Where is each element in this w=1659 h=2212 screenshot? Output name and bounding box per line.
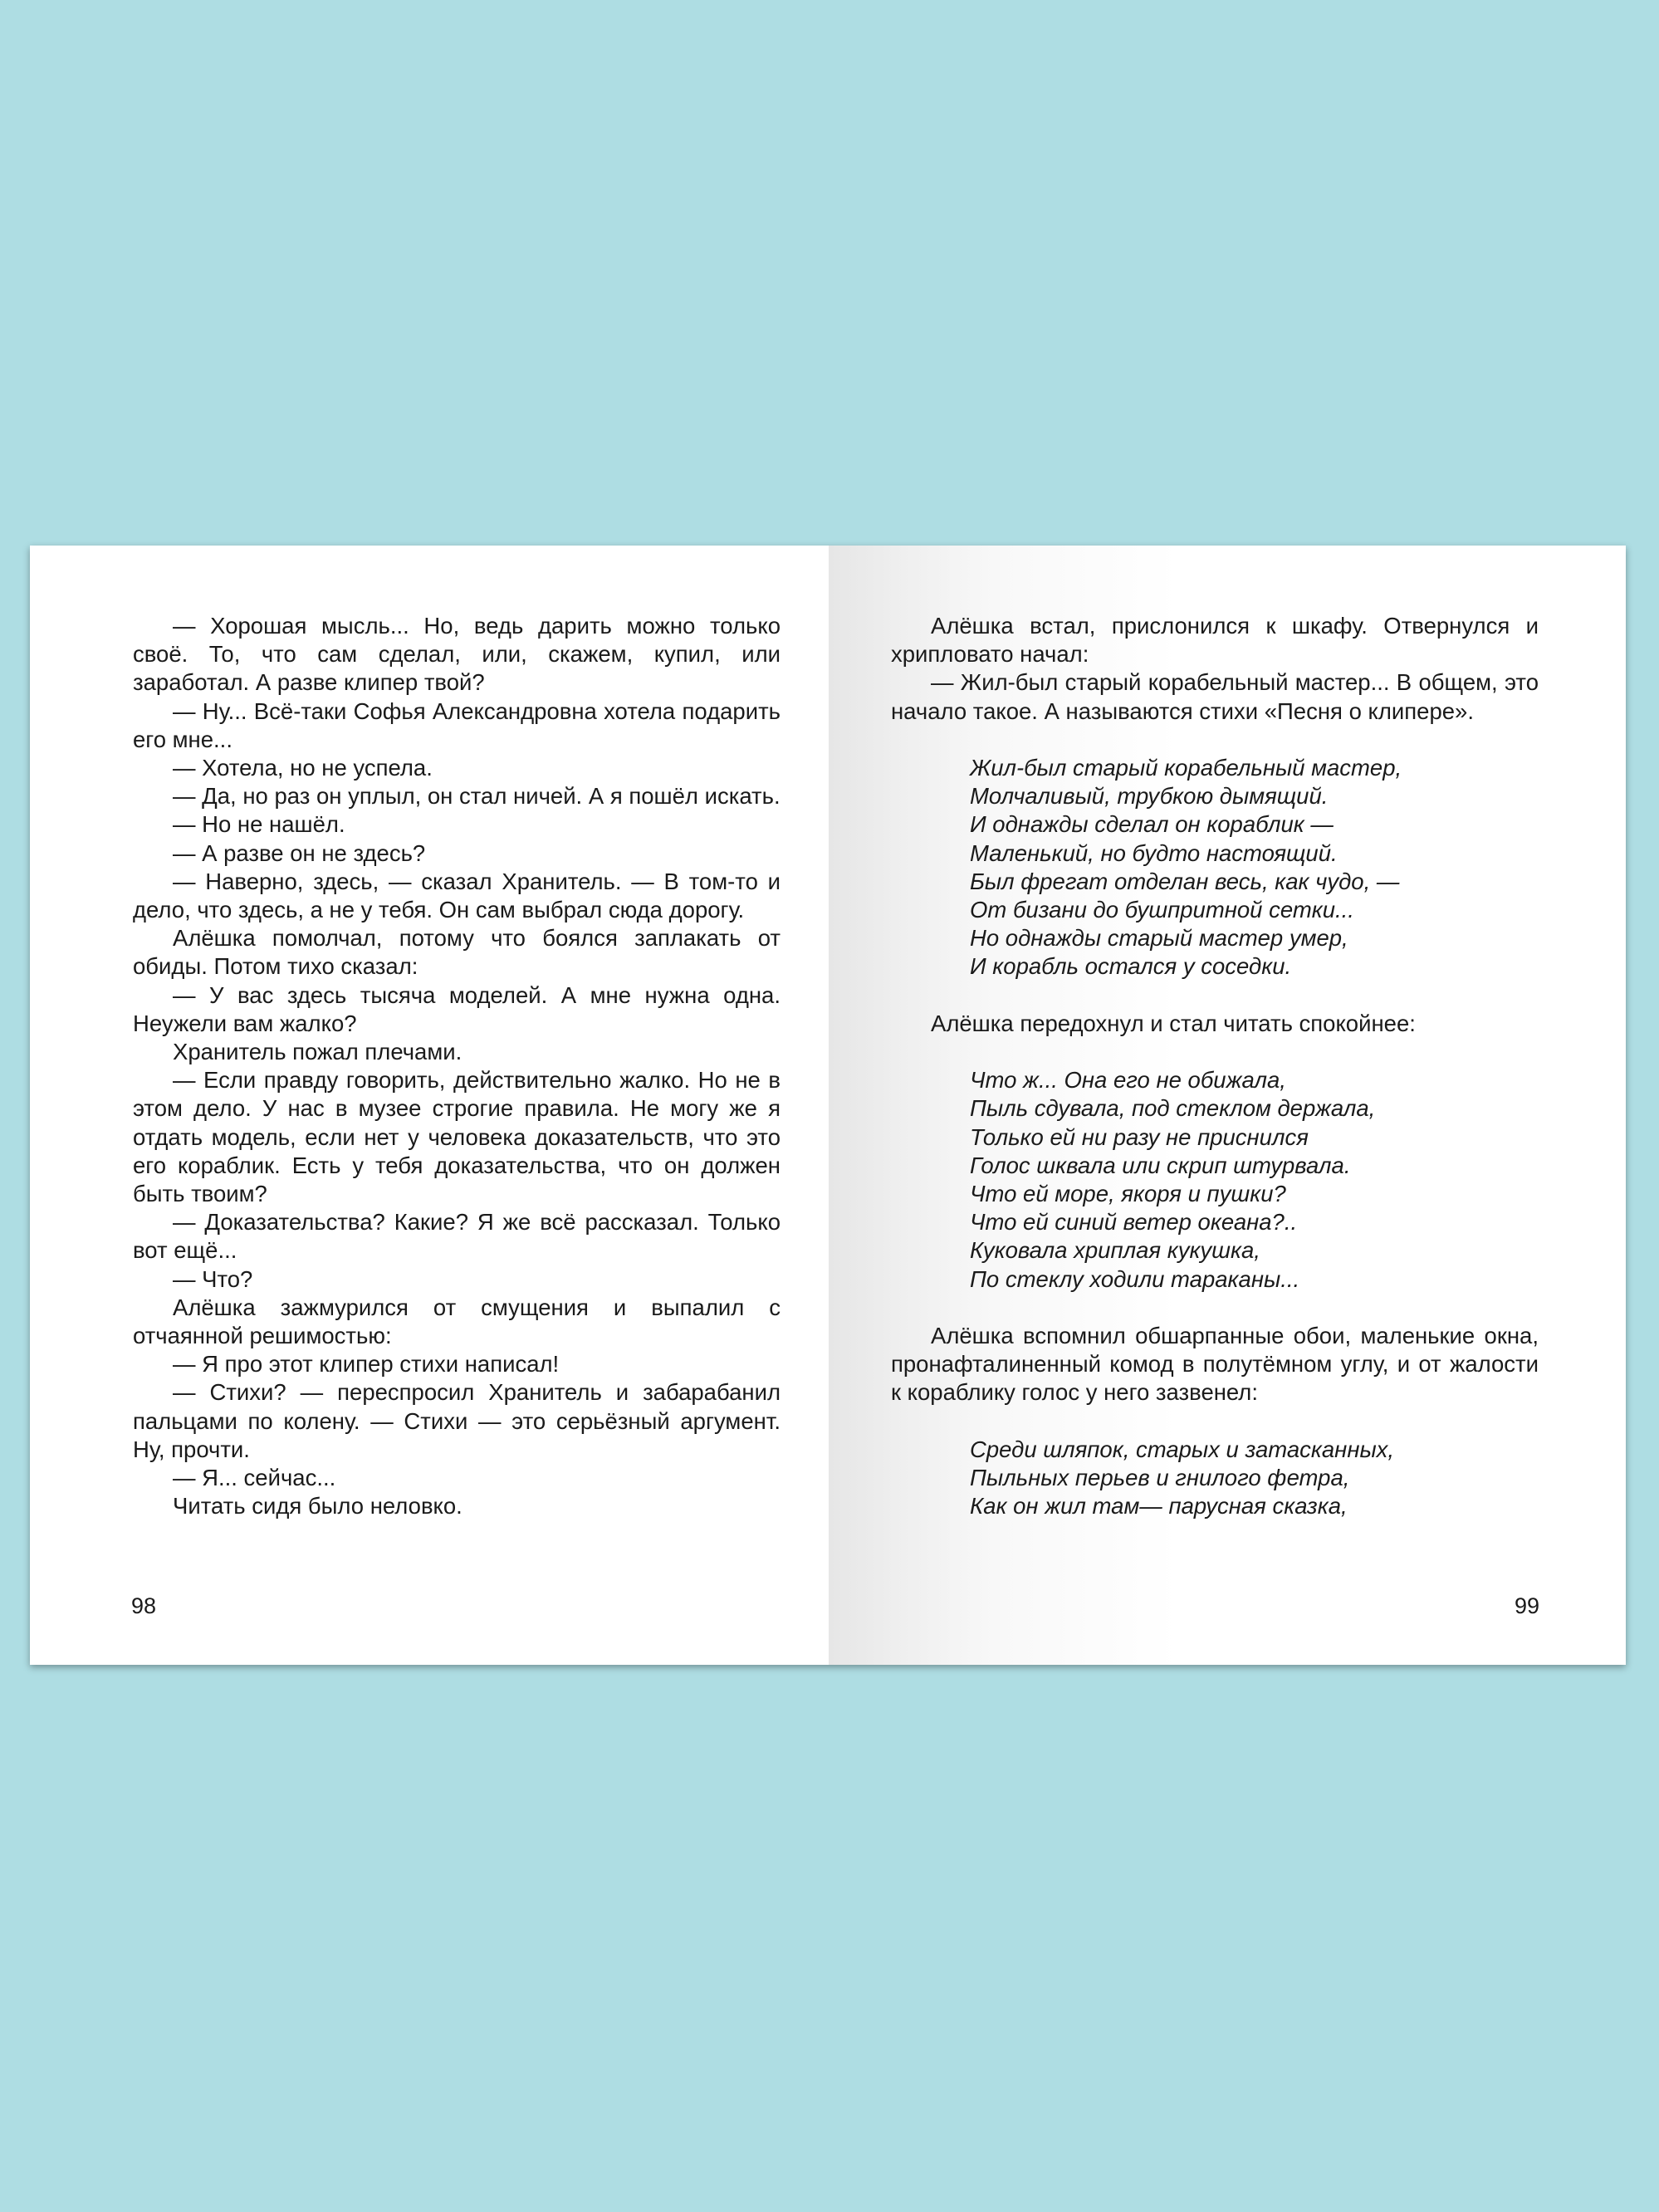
poem-line: Пыль сдувала, под стеклом держала, bbox=[970, 1095, 1376, 1122]
page-number: 98 bbox=[131, 1593, 157, 1618]
paragraph: — Стихи? — переспросил Хранитель и забарабанил пальцами по колену. — Стихи — это серьёзный аргумент. Ну, прочти. bbox=[133, 1379, 781, 1462]
paragraph: Алёшка вспомнил обшарпанные обои, маленькие окна, пронафталиненный комод в полутёмном углу, и от жалости к кораблику голос у него зазвенел: bbox=[891, 1323, 1539, 1406]
poem-stanza bbox=[891, 1436, 1539, 1521]
right-page-text bbox=[891, 612, 1539, 1520]
paragraph: — Что? bbox=[173, 1265, 253, 1292]
poem-line: Что ж... Она его не обижала, bbox=[970, 1067, 1286, 1094]
paragraph: Алёшка зажмурился от смущения и выпалил с отчаянной решимостью: bbox=[133, 1294, 781, 1349]
paragraph: Хранитель пожал плечами. bbox=[173, 1039, 462, 1065]
poem-line: Что ей море, якоря и пушки? bbox=[970, 1181, 1286, 1207]
left-page bbox=[30, 546, 829, 1665]
page-number: 99 bbox=[1514, 1593, 1539, 1618]
poem-line: Но однажды старый мастер умер, bbox=[970, 925, 1348, 952]
paragraph: Алёшка передохнул и стал читать спокойнее: bbox=[931, 1010, 1416, 1036]
book-spread bbox=[30, 546, 1626, 1665]
paragraph: — Ну... Всё-таки Софья Александровна хотела подарить его мне... bbox=[133, 697, 781, 752]
paragraph: — Хотела, но не успела. bbox=[173, 755, 433, 781]
paragraph: — Если правду говорить, действительно жалко. Но не в этом дело. У нас в музее строгие правила. Не могу же я отдать модель, если нет у человека доказательств, что это его кораблик. Есть у тебя доказательства, что он должен быть твоим? bbox=[133, 1067, 781, 1207]
poem-stanza bbox=[891, 754, 1539, 981]
poem-line: Пыльных перьев и гнилого фетра, bbox=[970, 1465, 1350, 1491]
poem-stanza bbox=[891, 1066, 1539, 1294]
paragraph: Алёшка встал, прислонился к шкафу. Отвернулся и хрипловато начал: bbox=[891, 613, 1539, 668]
poem-line: Маленький, но будто настоящий. bbox=[970, 839, 1338, 866]
paragraph: — Я про этот клипер стихи написал! bbox=[173, 1351, 560, 1378]
poem-line: Как он жил там— парусная сказка, bbox=[970, 1493, 1348, 1520]
paragraph: — Доказательства? Какие? Я же всё рассказал. Только вот ещё... bbox=[133, 1209, 781, 1264]
paragraph: — А разве он не здесь? bbox=[173, 839, 426, 866]
paragraph: — У вас здесь тысяча моделей. А мне нужна одна. Неужели вам жалко? bbox=[133, 981, 781, 1036]
left-page-text bbox=[133, 612, 781, 1521]
poem-line: Молчаливый, трубкою дымящий. bbox=[970, 783, 1329, 810]
poem-line: Был фрегат отделан весь, как чудо, — bbox=[970, 868, 1400, 894]
poem-line: И однажды сделал он кораблик — bbox=[970, 811, 1334, 838]
paragraph: — Я... сейчас... bbox=[173, 1465, 336, 1491]
paragraph: Алёшка помолчал, потому что боялся заплакать от обиды. Потом тихо сказал: bbox=[133, 925, 781, 980]
poem-line: Только ей ни разу не приснился bbox=[970, 1123, 1309, 1150]
paragraph: — Хорошая мысль... Но, ведь дарить можно только своё. То, что сам сделал, или, скажем, купил, или заработал. А разве клипер твой? bbox=[133, 613, 781, 696]
paragraph: — Жил-был старый корабельный мастер... В общем, это начало такое. А называются стихи «Песня о клипере». bbox=[891, 669, 1539, 724]
poem-line: Жил-был старый корабельный мастер, bbox=[970, 755, 1402, 781]
right-page bbox=[829, 546, 1626, 1665]
paragraph: — Да, но раз он уплыл, он стал ничей. А я пошёл искать. bbox=[173, 783, 781, 810]
paragraph: Читать сидя было неловко. bbox=[173, 1493, 462, 1520]
paragraph: — Наверно, здесь, — сказал Хранитель. — В том-то и дело, что здесь, а не у тебя. Он сам выбрал сюда дорогу. bbox=[133, 868, 781, 923]
poem-line: Что ей синий ветер океана?.. bbox=[970, 1209, 1298, 1236]
poem-line: От бизани до бушпритной сетки... bbox=[970, 897, 1354, 923]
poem-line: И корабль остался у соседки. bbox=[970, 953, 1292, 980]
poem-line: Голос шквала или скрип штурвала. bbox=[970, 1152, 1351, 1178]
paragraph: — Но не нашёл. bbox=[173, 811, 345, 838]
poem-line: Куковала хриплая кукушка, bbox=[970, 1237, 1260, 1264]
poem-line: По стеклу ходили тараканы... bbox=[970, 1265, 1300, 1292]
poem-line: Среди шляпок, старых и затасканных, bbox=[970, 1436, 1395, 1462]
